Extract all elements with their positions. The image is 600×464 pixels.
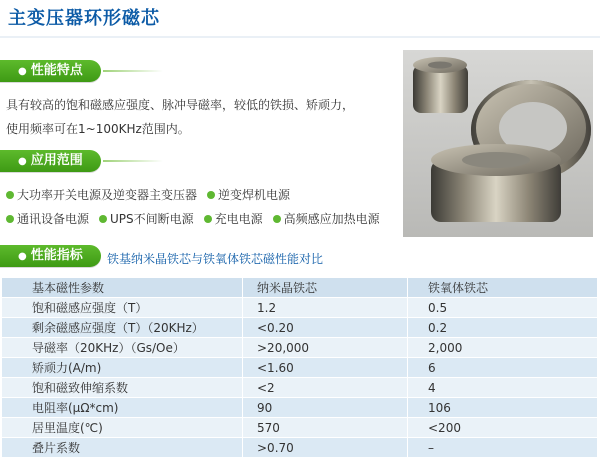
- page-title: 主变压器环形磁芯: [8, 8, 160, 29]
- list-item: 大功率开关电源及逆变器主变压器: [6, 183, 197, 207]
- section-tag-applications: [0, 150, 163, 172]
- table-cell: 0.5: [408, 298, 598, 318]
- table-cell: 电阻率(μΩ*cm): [2, 398, 243, 418]
- table-cell: 6: [408, 358, 598, 378]
- table-row: [2, 438, 598, 458]
- table-cell: 4: [408, 378, 598, 398]
- list-item: UPS不间断电源: [99, 207, 194, 231]
- table-row: [2, 298, 598, 318]
- table-header: 纳米晶铁芯: [243, 278, 408, 298]
- features-text: [6, 93, 386, 141]
- table-row: [2, 398, 598, 418]
- list-item: 逆变焊机电源: [207, 183, 290, 207]
- section-label-features: 性能特点: [30, 63, 83, 78]
- table-cell: 570: [243, 418, 408, 438]
- table-cell: 饱和磁感应强度（T）: [2, 298, 243, 318]
- table-row: [2, 338, 598, 358]
- green-dot-icon: [6, 191, 14, 199]
- table-cell: <2: [243, 378, 408, 398]
- section-label-specs: 性能指标: [30, 248, 83, 263]
- table-cell: 2,000: [408, 338, 598, 358]
- section-tag-specs: [0, 245, 101, 267]
- table-row: [2, 418, 598, 438]
- table-row: [2, 318, 598, 338]
- bullet-dot-icon: ●: [18, 251, 27, 262]
- table-cell: 1.2: [243, 298, 408, 318]
- table-header: 基本磁性参数: [2, 278, 243, 298]
- table-cell: 90: [243, 398, 408, 418]
- title-divider: [0, 36, 600, 38]
- table-cell: 106: [408, 398, 598, 418]
- table-row: [2, 358, 598, 378]
- list-item: 高频感应加热电源: [273, 207, 380, 231]
- features-line-2: 使用频率可在1~100KHz范围内。: [6, 122, 190, 136]
- table-cell: 叠片系数: [2, 438, 243, 458]
- green-dot-icon: [6, 215, 14, 223]
- table-header-row: [2, 278, 598, 298]
- table-cell: 导磁率（20KHz）（Gs/Oe）: [2, 338, 243, 358]
- table-cell: <1.60: [243, 358, 408, 378]
- green-dot-icon: [273, 215, 281, 223]
- table-cell: –: [408, 438, 598, 458]
- bullet-dot-icon: ●: [18, 156, 27, 167]
- list-item: 充电电源: [204, 207, 263, 231]
- table-cell: <200: [408, 418, 598, 438]
- magnetic-properties-table: [2, 278, 598, 458]
- features-line-1: 具有较高的饱和磁感应强度、脉冲导磁率，较低的铁损、矫顽力，: [6, 98, 355, 112]
- section-label-applications: 应用范围: [30, 153, 83, 168]
- table-cell: 0.2: [408, 318, 598, 338]
- table-header: 铁氧体铁芯: [408, 278, 598, 298]
- green-dot-icon: [99, 215, 107, 223]
- table-cell: <0.20: [243, 318, 408, 338]
- green-dot-icon: [207, 191, 215, 199]
- table-row: [2, 378, 598, 398]
- table-cell: 矫顽力(A/m): [2, 358, 243, 378]
- specs-subtitle: 铁基纳米晶铁芯与铁氧体铁芯磁性能对比: [107, 252, 324, 266]
- applications-list: [6, 183, 396, 231]
- green-dot-icon: [204, 215, 212, 223]
- section-tag-features: [0, 60, 163, 82]
- table-cell: 饱和磁致伸缩系数: [2, 378, 243, 398]
- table-cell: >0.70: [243, 438, 408, 458]
- list-item: 通讯设备电源: [6, 207, 89, 231]
- bullet-dot-icon: ●: [18, 66, 27, 77]
- table-cell: >20,000: [243, 338, 408, 358]
- toroidal-core-photo: [403, 50, 593, 237]
- table-cell: 居里温度(℃): [2, 418, 243, 438]
- table-cell: 剩余磁感应强度（T）（20KHz）: [2, 318, 243, 338]
